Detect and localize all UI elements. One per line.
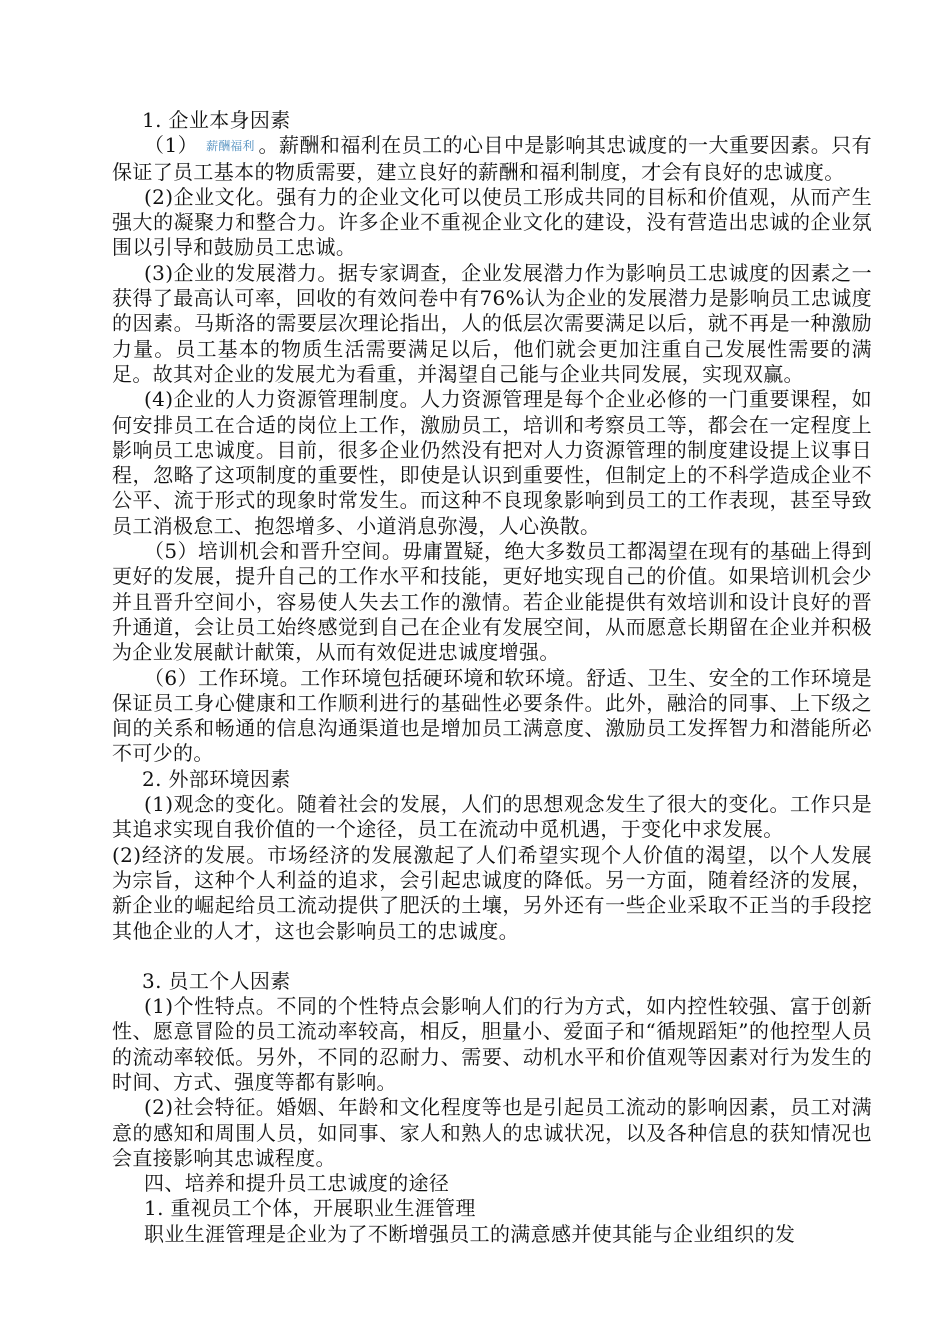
paragraph-career-management: 职业生涯管理是企业为了不断增强员工的满意感并使其能与企业组织的发 xyxy=(144,1221,796,1246)
subheading-career-management: 1. 重视员工个体，开展职业生涯管理 xyxy=(144,1196,476,1221)
paragraph-hr-management: (4)企业的人力资源管理制度。人力资源管理是每个企业必修的一门重要课程，如何安排员工在合适的岗位上工作，激励员工，培训和考察员工等，都会在一定程度上影响员工忠诚度。目前，很多企业仍然没有把对人力资源管理的制度建设提上议事日程，忽略了这项制度的重要性，即使是认识到重要性，但制定上的不科学造成企业不公平、流于形式的现象时常发生。而这种不良现象影响到员工的工作表现，甚至导致员工消极怠工、抱怨增多、小道消息弥漫，人心涣散。 xyxy=(112,387,872,538)
paragraph-text: 。薪酬和福利在员工的心目中是影响其忠诚度的一大重要因素。只有保证了员工基本的物质需要，建立良好的薪酬和福利制度，才会有良好的忠诚度。 xyxy=(112,133,872,184)
item-number: （1） xyxy=(144,133,199,158)
paragraph-work-environment: （6）工作环境。工作环境包括硬环境和软环境。舒适、卫生、安全的工作环境是保证员工身心健康和工作顺利进行的基础性必要条件。此外，融洽的同事、上下级之间的关系和畅通的信息沟通渠道也是增加员工满意度、激励员工发挥智力和潜能所必不可少的。 xyxy=(112,665,872,766)
section-heading-enterprise-factors: 1. 企业本身因素 xyxy=(142,108,291,132)
paragraph-development-potential: (3)企业的发展潜力。据专家调查，企业发展潜力作为影响员工忠诚度的因素之一获得了最高认可率，回收的有效问卷中有76%认为企业的发展潜力是影响员工忠诚度的因素。马斯洛的需要层次理论指出，人的低层次需要满足以后，就不再是一种激励力量。员工基本的物质生活需要满足以后，他们就会更加注重自己发展性需要的满足。故其对企业的发展尤为看重，并渴望自己能与企业共同发展，实现双赢。 xyxy=(112,260,872,386)
paragraph-training-promotion: （5）培训机会和晋升空间。毋庸置疑，绝大多数员工都渴望在现有的基础上得到更好的发展，提升自己的工作水平和技能，更好地实现自己的价值。如果培训机会少并且晋升空间小，容易使人失去工作的激情。若企业能提供有效培训和设计良好的晋升通道，会让员工始终感觉到自己在企业有发展空间，从而愿意长期留在企业并积极为企业发展献计献策，从而有效促进忠诚度增强。 xyxy=(112,539,872,665)
paragraph-personality: (1)个性特点。不同的个性特点会影响人们的行为方式，如内控性较强、富于创新性、愿意冒险的员工流动率较高，相反，胆量小、爱面子和“循规蹈矩”的他控型人员的流动率较低。另外，不同的忍耐力、需要、动机水平和价值观等因素对行为发生的时间、方式、强度等都有影响。 xyxy=(112,994,872,1094)
paragraph-economic-development: (2)经济的发展。市场经济的发展激起了人们希望实现个人价值的渴望，以个人发展为宗旨，这种个人利益的追求，会引起忠诚度的降低。另一方面，随着经济的发展，新企业的崛起给员工流动提供了肥沃的土壤，另外还有一些企业采取不正当的手段挖其他企业的人才，这也会影响员工的忠诚度。 xyxy=(112,842,872,943)
paragraph-corporate-culture: (2)企业文化。强有力的企业文化可以使员工形成共同的目标和价值观，从而产生强大的凝聚力和整合力。许多企业不重视企业文化的建设，没有营造出忠诚的企业氛围以引导和鼓励员工忠诚。 xyxy=(112,184,872,260)
document-body xyxy=(112,108,872,1247)
paragraph-social-characteristics: (2)社会特征。婚姻、年龄和文化程度等也是引起员工流动的影响因素，员工对满意的感知和周围人员，如同事、家人和熟人的忠诚状况，以及各种信息的获知情况也会直接影响其忠诚程度。 xyxy=(112,1095,872,1170)
paragraph-concept-change: (1)观念的变化。随着社会的发展，人们的思想观念发生了很大的变化。工作只是其追求实现自我价值的一个途径，员工在流动中觅机遇，于变化中求发展。 xyxy=(112,792,872,842)
section-heading-personal-factors: 3. 员工个人因素 xyxy=(142,968,291,993)
paragraph-salary-welfare xyxy=(112,133,872,185)
salary-welfare-link[interactable]: 薪酬福利 xyxy=(206,139,255,154)
section-heading-cultivation-paths: 四、培养和提升员工忠诚度的途径 xyxy=(144,1171,450,1196)
section-heading-external-factors: 2. 外部环境因素 xyxy=(142,766,291,791)
